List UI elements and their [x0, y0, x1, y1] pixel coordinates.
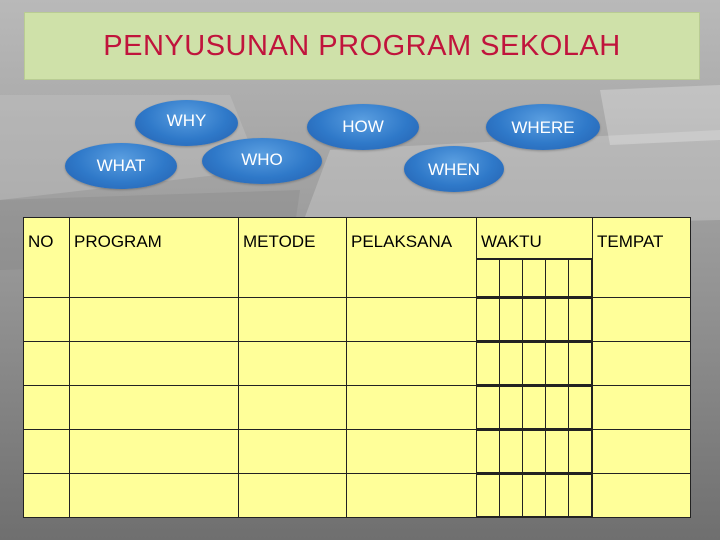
table-row	[24, 386, 691, 430]
page-title: PENYUSUNAN PROGRAM SEKOLAH	[103, 29, 621, 62]
program-table	[23, 217, 691, 518]
header-metode: METODE	[239, 218, 347, 298]
bubble-who-label: WHO	[241, 150, 283, 169]
header-program: PROGRAM	[70, 218, 239, 298]
header-tempat: TEMPAT	[593, 218, 691, 298]
bubble-where-label: WHERE	[511, 118, 575, 137]
table-row	[24, 342, 691, 386]
bubble-who	[202, 138, 322, 184]
bubble-why	[135, 100, 238, 146]
title-banner	[24, 12, 700, 80]
bubble-when	[404, 146, 504, 192]
bubble-what-label: WHAT	[96, 156, 146, 175]
waktu-subheader	[477, 258, 592, 297]
bubble-what	[65, 143, 177, 189]
bubble-where	[486, 104, 600, 150]
bubble-how	[307, 104, 419, 150]
bubble-how-label: HOW	[342, 117, 384, 136]
table-header-row	[24, 218, 691, 298]
table-row	[24, 430, 691, 474]
bubble-when-label: WHEN	[428, 160, 480, 179]
bubble-why-label: WHY	[166, 111, 207, 130]
header-pelaksana: PELAKSANA	[347, 218, 477, 298]
header-no: NO	[24, 218, 70, 298]
table-row	[24, 474, 691, 518]
header-waktu: WAKTU	[477, 218, 593, 298]
table-row	[24, 298, 691, 342]
